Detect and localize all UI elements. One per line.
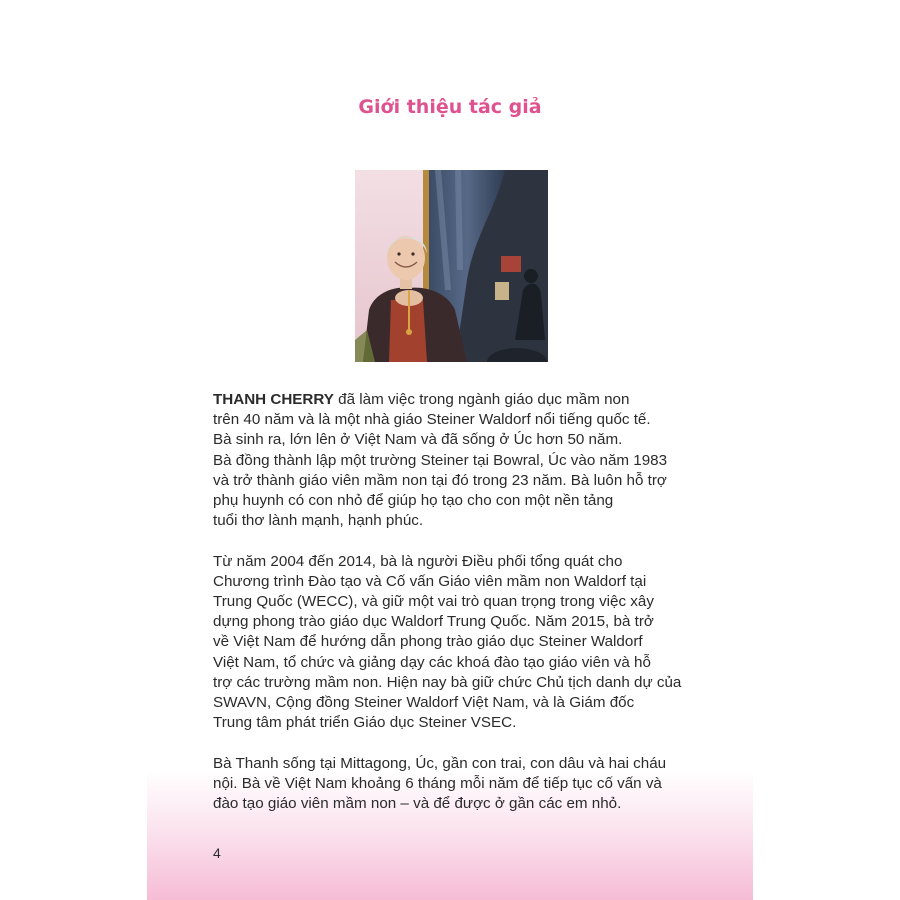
text-line: phụ huynh có con nhỏ để giúp họ tạo cho con một nền tảng [213, 492, 614, 510]
page-title: Giới thiệu tác giả [358, 96, 542, 118]
text-line: về Việt Nam để hướng dẫn phong trào giáo dục Steiner Waldorf [213, 633, 643, 651]
author-portrait-image [355, 170, 548, 362]
text-line: trên 40 năm và là một nhà giáo Steiner Waldorf nổi tiếng quốc tế. [213, 411, 651, 429]
author-name: THANH CHERRY [213, 391, 334, 408]
text-line: Bà đồng thành lập một trường Steiner tại Bowral, Úc vào năm 1983 [213, 451, 668, 469]
text-line: THANH CHERRY đã làm việc trong ngành giáo dục mầm non [213, 391, 630, 408]
text-line: Trung Quốc (WECC), và giữ một vai trò quan trọng trong việc xây [213, 593, 654, 611]
text-line: trợ các trường mầm non. Hiện nay bà giữ chức Chủ tịch danh dự của [213, 673, 682, 691]
text-line: tuổi thơ lành mạnh, hạnh phúc. [213, 512, 424, 530]
text-line: Bà Thanh sống tại Mittagong, Úc, gần con trai, con dâu và hai cháu [213, 754, 667, 772]
author-portrait-photo [355, 170, 548, 362]
author-biography [213, 390, 693, 834]
text-line: đào tạo giáo viên mầm non – và để được ở gần các em nhỏ. [213, 795, 622, 813]
text-line: và trở thành giáo viên mầm non tại đó trong 23 năm. Bà luôn hỗ trợ [213, 471, 667, 489]
bio-paragraph-3 [213, 754, 693, 815]
text-line: Từ năm 2004 đến 2014, bà là người Điều phối tổng quát cho [213, 552, 623, 570]
book-page [147, 0, 753, 900]
page-number: 4 [213, 845, 221, 861]
text-line: Trung tâm phát triển Giáo dục Steiner VSEC. [213, 714, 517, 732]
text-line: SWAVN, Cộng đồng Steiner Waldorf Việt Nam, và là Giám đốc [213, 694, 635, 712]
text-line: Việt Nam, tổ chức và giảng dạy các khoá đào tạo giáo viên và hỗ [213, 653, 651, 671]
text-line: nội. Bà về Việt Nam khoảng 6 tháng mỗi năm để tiếp tục cố vấn và [213, 774, 662, 792]
text-line: dựng phong trào giáo dục Waldorf Trung Quốc. Năm 2015, bà trở [213, 613, 654, 631]
bio-paragraph-2 [213, 552, 693, 734]
text-line: Bà sinh ra, lớn lên ở Việt Nam và đã sống ở Úc hơn 50 năm. [213, 431, 623, 449]
text-line: Chương trình Đào tạo và Cố vấn Giáo viên mầm non Waldorf tại [213, 572, 647, 590]
bio-paragraph-1 [213, 390, 693, 531]
